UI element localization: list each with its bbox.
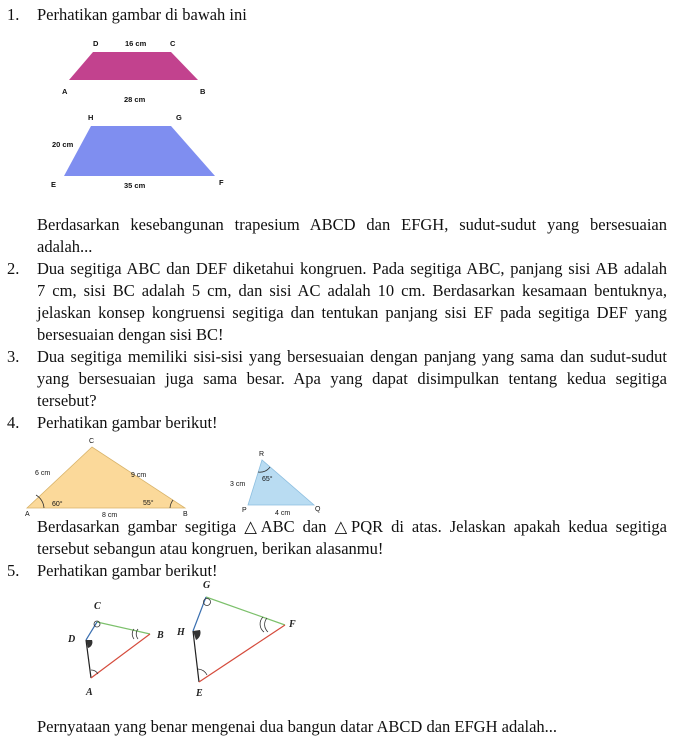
label-q5-d: D: [68, 634, 76, 645]
q5-intro: Perhatikan gambar berikut!: [37, 561, 218, 580]
q5-number: 5.: [7, 561, 20, 580]
label-e: E: [51, 180, 57, 189]
q2-text-line1: Dua segitiga ABC dan DEF diketahui kongruen. Pada segitiga ABC, panjang sisi AB adalah: [37, 259, 667, 278]
q1-number: 1.: [7, 5, 20, 24]
q1-intro: Perhatikan gambar di bawah ini: [37, 5, 247, 24]
label-c: C: [170, 39, 176, 48]
label-q5-c: C: [94, 601, 101, 612]
label-f: F: [219, 178, 224, 187]
label-side-bc: 9 cm: [131, 472, 147, 479]
q3-text-line2: yang bersesuaian juga sama besar. Apa yang dapat disimpulkan tentang kedua segitiga: [37, 369, 667, 388]
label-q5-e: E: [196, 688, 203, 699]
figure-abcd: [86, 621, 150, 678]
q3-text-line1: Dua segitiga memiliki sisi-sisi yang bersesuaian dengan panjang yang sama dan sudut-sudut: [37, 347, 667, 366]
label-side-ac: 6 cm: [35, 470, 51, 477]
label-ab-length: 28 cm: [124, 95, 146, 104]
label-a: A: [62, 87, 68, 96]
q3-number: 3.: [7, 347, 20, 366]
label-side-ab: 8 cm: [102, 512, 118, 519]
label-tri-c: C: [89, 438, 95, 445]
label-side-length: 20 cm: [52, 140, 74, 149]
q4-text-line2: tersebut sebangun atau kongruen, berikan alasanmu!: [37, 539, 384, 558]
q1-text-line2: adalah...: [37, 237, 93, 256]
q1-text-line1: Berdasarkan kesebangunan trapesium ABCD dan EFGH, sudut-sudut yang bersesuaian: [37, 215, 667, 234]
label-tri-q: Q: [315, 506, 321, 513]
q2-text-line4: bersesuaian dengan sisi BC!: [37, 325, 224, 344]
label-q5-b: B: [157, 630, 164, 641]
label-ef-length: 35 cm: [124, 181, 146, 190]
label-angle-a: 60°: [52, 501, 63, 508]
q4-number: 4.: [7, 413, 20, 432]
q4-intro: Perhatikan gambar berikut!: [37, 413, 218, 432]
label-tri-a: A: [25, 511, 30, 518]
label-tri-b: B: [183, 511, 188, 518]
label-top-length: 16 cm: [125, 39, 147, 48]
label-angle-r: 65°: [262, 476, 273, 483]
label-side-pq: 4 cm: [275, 510, 291, 517]
q3-text-line3: tersebut?: [37, 391, 97, 410]
q5-question: Pernyataan yang benar mengenai dua bangun datar ABCD dan EFGH adalah...: [37, 717, 558, 736]
q2-number: 2.: [7, 259, 20, 278]
q4-text-line1: Berdasarkan gambar segitiga △ABC dan △PQR di atas. Jelaskan apakah kedua segitiga: [37, 517, 667, 536]
label-g: G: [176, 113, 182, 122]
label-d: D: [93, 39, 99, 48]
label-tri-p: P: [242, 507, 247, 514]
label-q5-a: A: [86, 687, 93, 698]
label-side-pr: 3 cm: [230, 481, 246, 488]
q2-text-line2: 7 cm, sisi BC adalah 5 cm, dan sisi AC adalah 10 cm. Berdasarkan kesamaan bentuknya,: [37, 281, 667, 300]
label-q5-g: G: [203, 580, 211, 591]
label-h: H: [88, 113, 94, 122]
label-q5-h: H: [177, 627, 185, 638]
label-b: B: [200, 87, 206, 96]
label-angle-b: 55°: [143, 500, 154, 507]
figure-efgh: [193, 597, 285, 682]
q2-text-line3: jelaskan konsep kongruensi segitiga dan tentukan panjang sisi EF pada segitiga DEF yang: [37, 303, 667, 322]
label-tri-r: R: [259, 451, 265, 458]
label-q5-f: F: [289, 619, 296, 630]
